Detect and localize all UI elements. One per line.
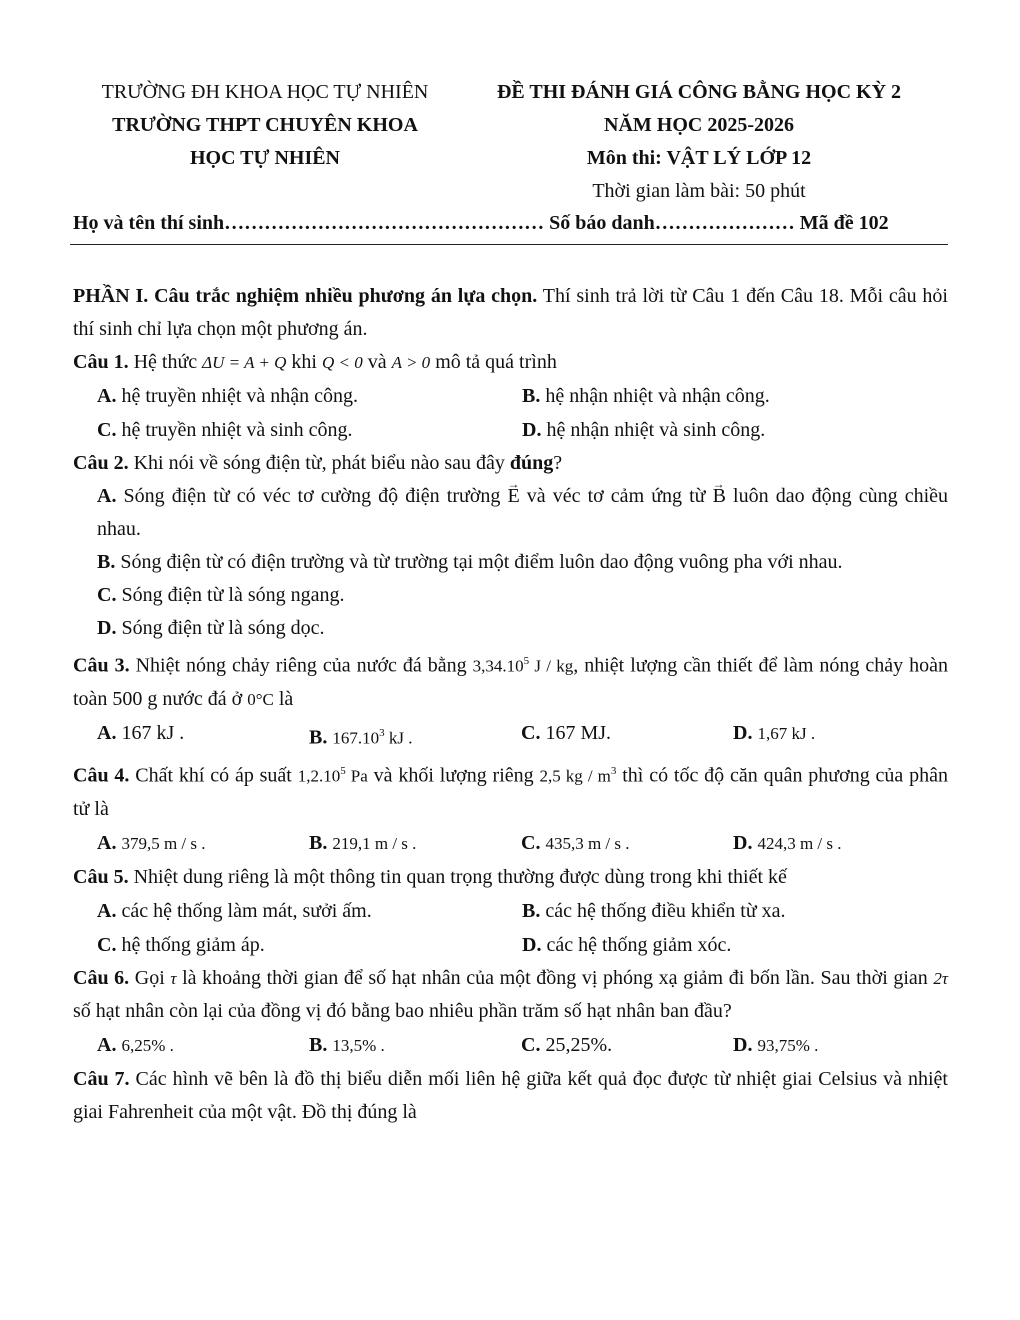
option-text: 219,1 m / s . xyxy=(332,833,417,853)
option-letter: C. xyxy=(97,584,117,606)
option-letter: B. xyxy=(309,726,328,749)
name-blank: ………………………………………… xyxy=(224,212,545,234)
question-text: Chất khí có áp suất xyxy=(129,764,298,787)
option-text: các hệ thống làm mát, sưởi ấm. xyxy=(121,899,372,922)
q1-options-row-2 xyxy=(73,413,948,447)
option-letter: A. xyxy=(97,899,117,922)
question-4 xyxy=(73,755,948,826)
q1-option-c[interactable] xyxy=(97,413,522,447)
option-letter: B. xyxy=(309,1033,328,1056)
option-text: Sóng điện từ có điện trường và từ trường tại một điểm luôn dao động vuông pha với nhau. xyxy=(120,551,843,573)
name-label: Họ và tên thí sinh xyxy=(73,212,225,234)
option-letter: A. xyxy=(97,721,117,744)
option-letter: A. xyxy=(97,385,117,407)
question-text: thì có tốc độ căn quân phương của phân tử là xyxy=(73,764,949,820)
question-text: Gọi xyxy=(129,966,171,989)
option-letter: C. xyxy=(521,721,541,744)
option-letter: A. xyxy=(97,831,117,854)
question-text: mô tả quá trình xyxy=(430,351,557,373)
option-text: 435,3 m / s . xyxy=(545,833,630,853)
question-label: Câu 7. xyxy=(73,1067,130,1090)
question-3 xyxy=(73,645,948,716)
formula: 3,34.10 xyxy=(472,656,524,676)
formula: τ xyxy=(170,968,177,988)
option-letter: D. xyxy=(733,721,753,744)
option-letter: C. xyxy=(97,419,117,441)
question-6 xyxy=(73,962,948,1028)
option-text: 379,5 m / s . xyxy=(121,833,206,853)
q3-option-d[interactable] xyxy=(733,716,945,756)
formula: 2τ xyxy=(933,968,949,988)
option-letter: D. xyxy=(733,1033,753,1056)
question-label: Câu 5. xyxy=(73,865,129,888)
option-letter: B. xyxy=(522,385,541,407)
option-text: 424,3 m / s . xyxy=(757,833,842,853)
q6-option-c[interactable] xyxy=(521,1028,733,1063)
formula: Q < 0 xyxy=(321,353,363,372)
option-letter: A. xyxy=(97,485,117,507)
option-letter: D. xyxy=(522,933,542,956)
exam-body xyxy=(73,280,948,1129)
q6-options xyxy=(73,1028,948,1063)
question-text: là xyxy=(273,687,294,710)
exponent: 3 xyxy=(610,765,617,778)
exam-header xyxy=(468,76,930,208)
university-name: TRƯỜNG ĐH KHOA HỌC TỰ NHIÊN xyxy=(101,81,429,103)
q4-option-b[interactable] xyxy=(309,826,521,861)
question-text: , nhiệt lượng cần thiết để làm nóng chảy hoàn toàn 500 g nước đá ở xyxy=(73,654,948,710)
question-text: Nhiệt nóng chảy riêng của nước đá bằng xyxy=(129,654,473,677)
exam-code: Mã đề 102 xyxy=(799,212,889,234)
question-text: và khối lượng riêng xyxy=(367,764,540,787)
q4-option-d[interactable] xyxy=(733,826,945,861)
option-text: luôn dao động cùng chiều nhau. xyxy=(97,485,949,540)
q6-option-a[interactable] xyxy=(97,1028,309,1063)
formula: 0°C xyxy=(247,689,274,709)
q4-option-c[interactable] xyxy=(521,826,733,861)
option-text: 167 kJ . xyxy=(121,721,185,744)
question-1 xyxy=(73,346,948,379)
q2-option-a[interactable] xyxy=(73,480,948,546)
question-label: Câu 1. xyxy=(73,351,129,373)
part1-intro xyxy=(73,280,948,346)
unit: J / kg xyxy=(529,656,574,676)
option-text: các hệ thống giảm xóc. xyxy=(546,933,732,956)
option-letter: B. xyxy=(522,899,541,922)
question-text: khi xyxy=(286,351,322,373)
q1-option-d[interactable] xyxy=(522,413,947,447)
question-text: Các hình vẽ bên là đồ thị biểu diễn mối liên hệ giữa kết quả đọc được từ nhiệt giai Celsius và nhiệt giai Fahrenheit của một vật. Đồ thị đúng là xyxy=(73,1067,948,1123)
q5-options-row-1 xyxy=(73,894,948,928)
option-text: Sóng điện từ là sóng ngang. xyxy=(121,584,345,606)
question-text: số hạt nhân còn lại của đồng vị đó bằng bao nhiêu phần trăm số hạt nhân ban đầu? xyxy=(73,999,732,1022)
option-text: 6,25% . xyxy=(121,1035,174,1055)
question-label: Câu 3. xyxy=(73,654,130,677)
formula: ΔU = A + Q xyxy=(202,353,287,372)
formula: A > 0 xyxy=(391,353,431,372)
question-label: Câu 2. xyxy=(73,452,129,474)
q2-option-d[interactable] xyxy=(73,612,948,645)
question-7 xyxy=(73,1063,948,1129)
exponent: 3 xyxy=(379,726,385,739)
duration: Thời gian làm bài: 50 phút xyxy=(592,180,806,202)
option-letter: D. xyxy=(97,617,117,639)
option-letter: B. xyxy=(97,551,116,573)
question-text: và xyxy=(362,351,392,373)
option-text: 167.10 xyxy=(332,728,380,748)
formula: 2,5 kg / m xyxy=(539,766,611,786)
option-letter: D. xyxy=(522,419,542,441)
subject: Môn thi: VẬT LÝ LỚP 12 xyxy=(586,147,812,169)
q5-option-b[interactable] xyxy=(522,894,947,928)
school-header xyxy=(70,76,460,175)
exam-title: ĐỀ THI ĐÁNH GIÁ CÔNG BẰNG HỌC KỲ 2 xyxy=(496,81,902,103)
question-text: Khi nói về sóng điện từ, phát biểu nào sau đây xyxy=(128,452,510,474)
part1-desc: Thí sinh trả lời từ Câu 1 đến Câu 18. Mỗi câu hỏi thí sinh chỉ lựa chọn một phương án. xyxy=(73,285,948,340)
option-text: 93,75% . xyxy=(757,1035,819,1055)
option-letter: C. xyxy=(97,933,117,956)
option-letter: A. xyxy=(97,1033,117,1056)
option-text: 1,67 kJ . xyxy=(757,723,816,743)
option-letter: B. xyxy=(309,831,328,854)
q5-option-a[interactable] xyxy=(97,894,522,928)
exponent: 5 xyxy=(340,765,346,778)
student-info-line xyxy=(73,212,936,235)
q1-option-b[interactable] xyxy=(522,379,947,413)
q2-option-b[interactable] xyxy=(73,546,948,579)
q1-options-row-1 xyxy=(73,379,948,413)
id-blank: ………………… xyxy=(654,212,795,234)
unit: Pa xyxy=(345,766,368,786)
question-emphasis: đúng xyxy=(509,452,554,474)
question-label: Câu 6. xyxy=(73,966,130,989)
school-name-cont: HỌC TỰ NHIÊN xyxy=(189,147,341,169)
option-text: và véc tơ cảm ứng từ xyxy=(519,485,713,507)
option-text: hệ nhận nhiệt và sinh công. xyxy=(546,419,766,441)
school-name: TRƯỜNG THPT CHUYÊN KHOA xyxy=(112,114,418,136)
option-letter: D. xyxy=(733,831,753,854)
option-letter: C. xyxy=(521,831,541,854)
option-text: hệ thống giảm áp. xyxy=(121,933,265,956)
question-text: là khoảng thời gian để số hạt nhân của một đồng vị phóng xạ giảm đi bốn lần. Sau thời gian xyxy=(176,966,934,989)
option-text: hệ truyền nhiệt và nhận công. xyxy=(121,385,359,407)
q5-options-row-2 xyxy=(73,928,948,962)
option-text: các hệ thống điều khiển từ xa. xyxy=(545,899,786,922)
unit: kJ . xyxy=(384,728,413,748)
option-text: Sóng điện từ có véc tơ cường độ điện trường xyxy=(123,485,508,507)
question-5 xyxy=(73,861,948,894)
option-text: 167 MJ. xyxy=(545,721,612,744)
header-divider xyxy=(70,244,948,245)
q4-option-a[interactable] xyxy=(97,826,309,861)
option-text: hệ truyền nhiệt và sinh công. xyxy=(121,419,353,441)
question-label: Câu 4. xyxy=(73,764,130,787)
exponent: 5 xyxy=(523,655,530,667)
id-label: Số báo danh xyxy=(549,212,655,234)
q2-option-c[interactable] xyxy=(73,579,948,612)
q6-option-d[interactable] xyxy=(733,1028,945,1063)
q4-options xyxy=(73,826,948,861)
vector-e: → E xyxy=(507,480,519,513)
question-text: Nhiệt dung riêng là một thông tin quan trọng thường được dùng trong khi thiết kế xyxy=(128,865,787,888)
option-text: 25,25%. xyxy=(545,1033,613,1056)
option-text: hệ nhận nhiệt và nhận công. xyxy=(545,385,770,407)
vector-b: → B xyxy=(713,480,726,513)
option-text: Sóng điện từ là sóng dọc. xyxy=(121,617,325,639)
question-text: Hệ thức xyxy=(128,351,203,373)
school-year: NĂM HỌC 2025-2026 xyxy=(604,114,794,136)
q3-option-b[interactable] xyxy=(309,716,521,756)
q3-option-a[interactable] xyxy=(97,716,309,756)
part1-title: PHẦN I. Câu trắc nghiệm nhiều phương án lựa chọn. xyxy=(73,285,538,307)
q5-option-d[interactable] xyxy=(522,928,947,962)
formula: 1,2.10 xyxy=(297,766,341,786)
q5-option-c[interactable] xyxy=(97,928,522,962)
q6-option-b[interactable] xyxy=(309,1028,521,1063)
option-letter: C. xyxy=(521,1033,541,1056)
question-text: ? xyxy=(553,452,563,474)
option-text: 13,5% . xyxy=(332,1035,385,1055)
q3-option-c[interactable] xyxy=(521,716,733,756)
q1-option-a[interactable] xyxy=(97,379,522,413)
q3-options xyxy=(73,716,948,756)
